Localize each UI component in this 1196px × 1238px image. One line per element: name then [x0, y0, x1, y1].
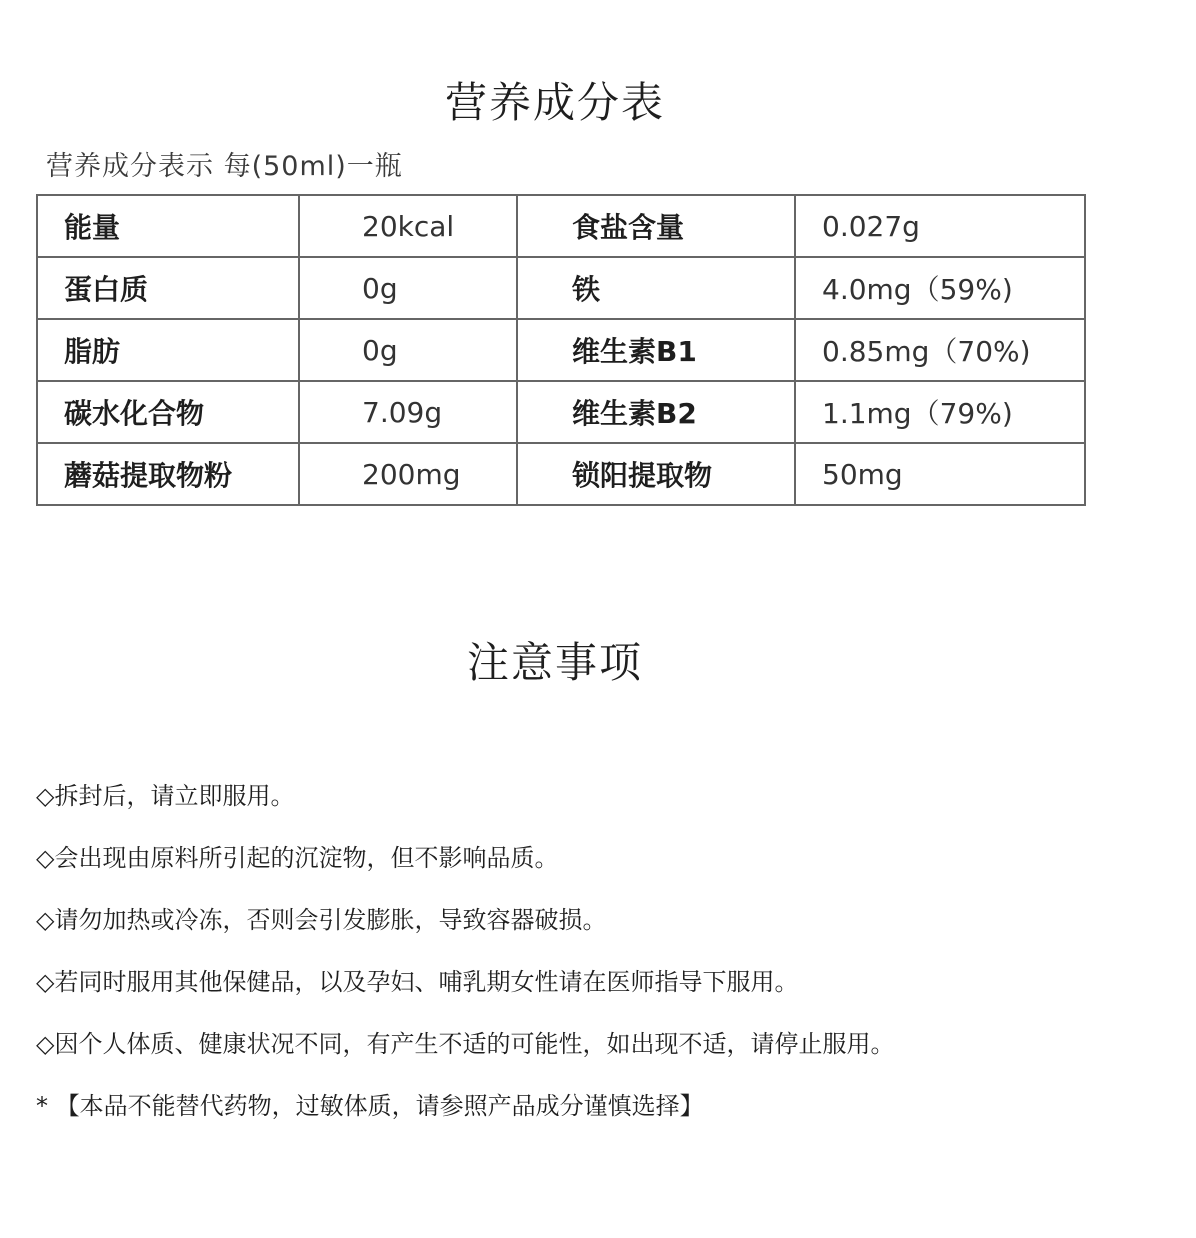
notice-item: ◇因个人体质、健康状况不同，有产生不适的可能性，如出现不适，请停止服用。	[36, 1030, 895, 1058]
notice-list	[36, 772, 1156, 1130]
nutrient-value: 20kcal	[299, 195, 517, 257]
notice-item: ◇请勿加热或冷冻，否则会引发膨胀，导致容器破损。	[36, 906, 607, 934]
nutrition-table	[36, 194, 1086, 506]
nutrition-row	[37, 443, 1085, 505]
nutrient-label: 脂肪	[37, 319, 299, 381]
nutrient-label: 能量	[37, 195, 299, 257]
nutrient-value: 7.09g	[299, 381, 517, 443]
notice-footnote: * 【本品不能替代药物，过敏体质，请参照产品成分谨慎选择】	[36, 1092, 704, 1120]
nutrition-row	[37, 195, 1085, 257]
nutrient-label: 维生素B2	[517, 381, 795, 443]
nutrition-row	[37, 381, 1085, 443]
nutrient-value: 50mg	[795, 443, 1085, 505]
nutrient-label: 蘑菇提取物粉	[37, 443, 299, 505]
notice-item: ◇若同时服用其他保健品，以及孕妇、哺乳期女性请在医师指导下服用。	[36, 968, 799, 996]
nutrient-value: 0g	[299, 319, 517, 381]
nutrient-value: 0.027g	[795, 195, 1085, 257]
nutrient-value: 1.1mg（79%)	[795, 381, 1085, 443]
nutrition-title: 营养成分表	[444, 78, 665, 127]
nutrient-value: 0.85mg（70%)	[795, 319, 1085, 381]
nutrient-label: 碳水化合物	[37, 381, 299, 443]
nutrient-label: 维生素B1	[517, 319, 795, 381]
nutrient-label: 锁阳提取物	[517, 443, 795, 505]
nutrient-value: 200mg	[299, 443, 517, 505]
nutrient-label: 铁	[517, 257, 795, 319]
nutrient-label: 食盐含量	[517, 195, 795, 257]
nutrition-row	[37, 319, 1085, 381]
nutrient-value: 4.0mg（59%)	[795, 257, 1085, 319]
nutrition-subtitle: 营养成分表示 每(50ml)一瓶	[46, 151, 403, 182]
nutrient-value: 0g	[299, 257, 517, 319]
nutrient-label: 蛋白质	[37, 257, 299, 319]
nutrition-row	[37, 257, 1085, 319]
notice-item: ◇会出现由原料所引起的沉淀物，但不影响品质。	[36, 844, 559, 872]
notice-item: ◇拆封后，请立即服用。	[36, 782, 295, 810]
notice-title: 注意事项	[466, 638, 643, 687]
